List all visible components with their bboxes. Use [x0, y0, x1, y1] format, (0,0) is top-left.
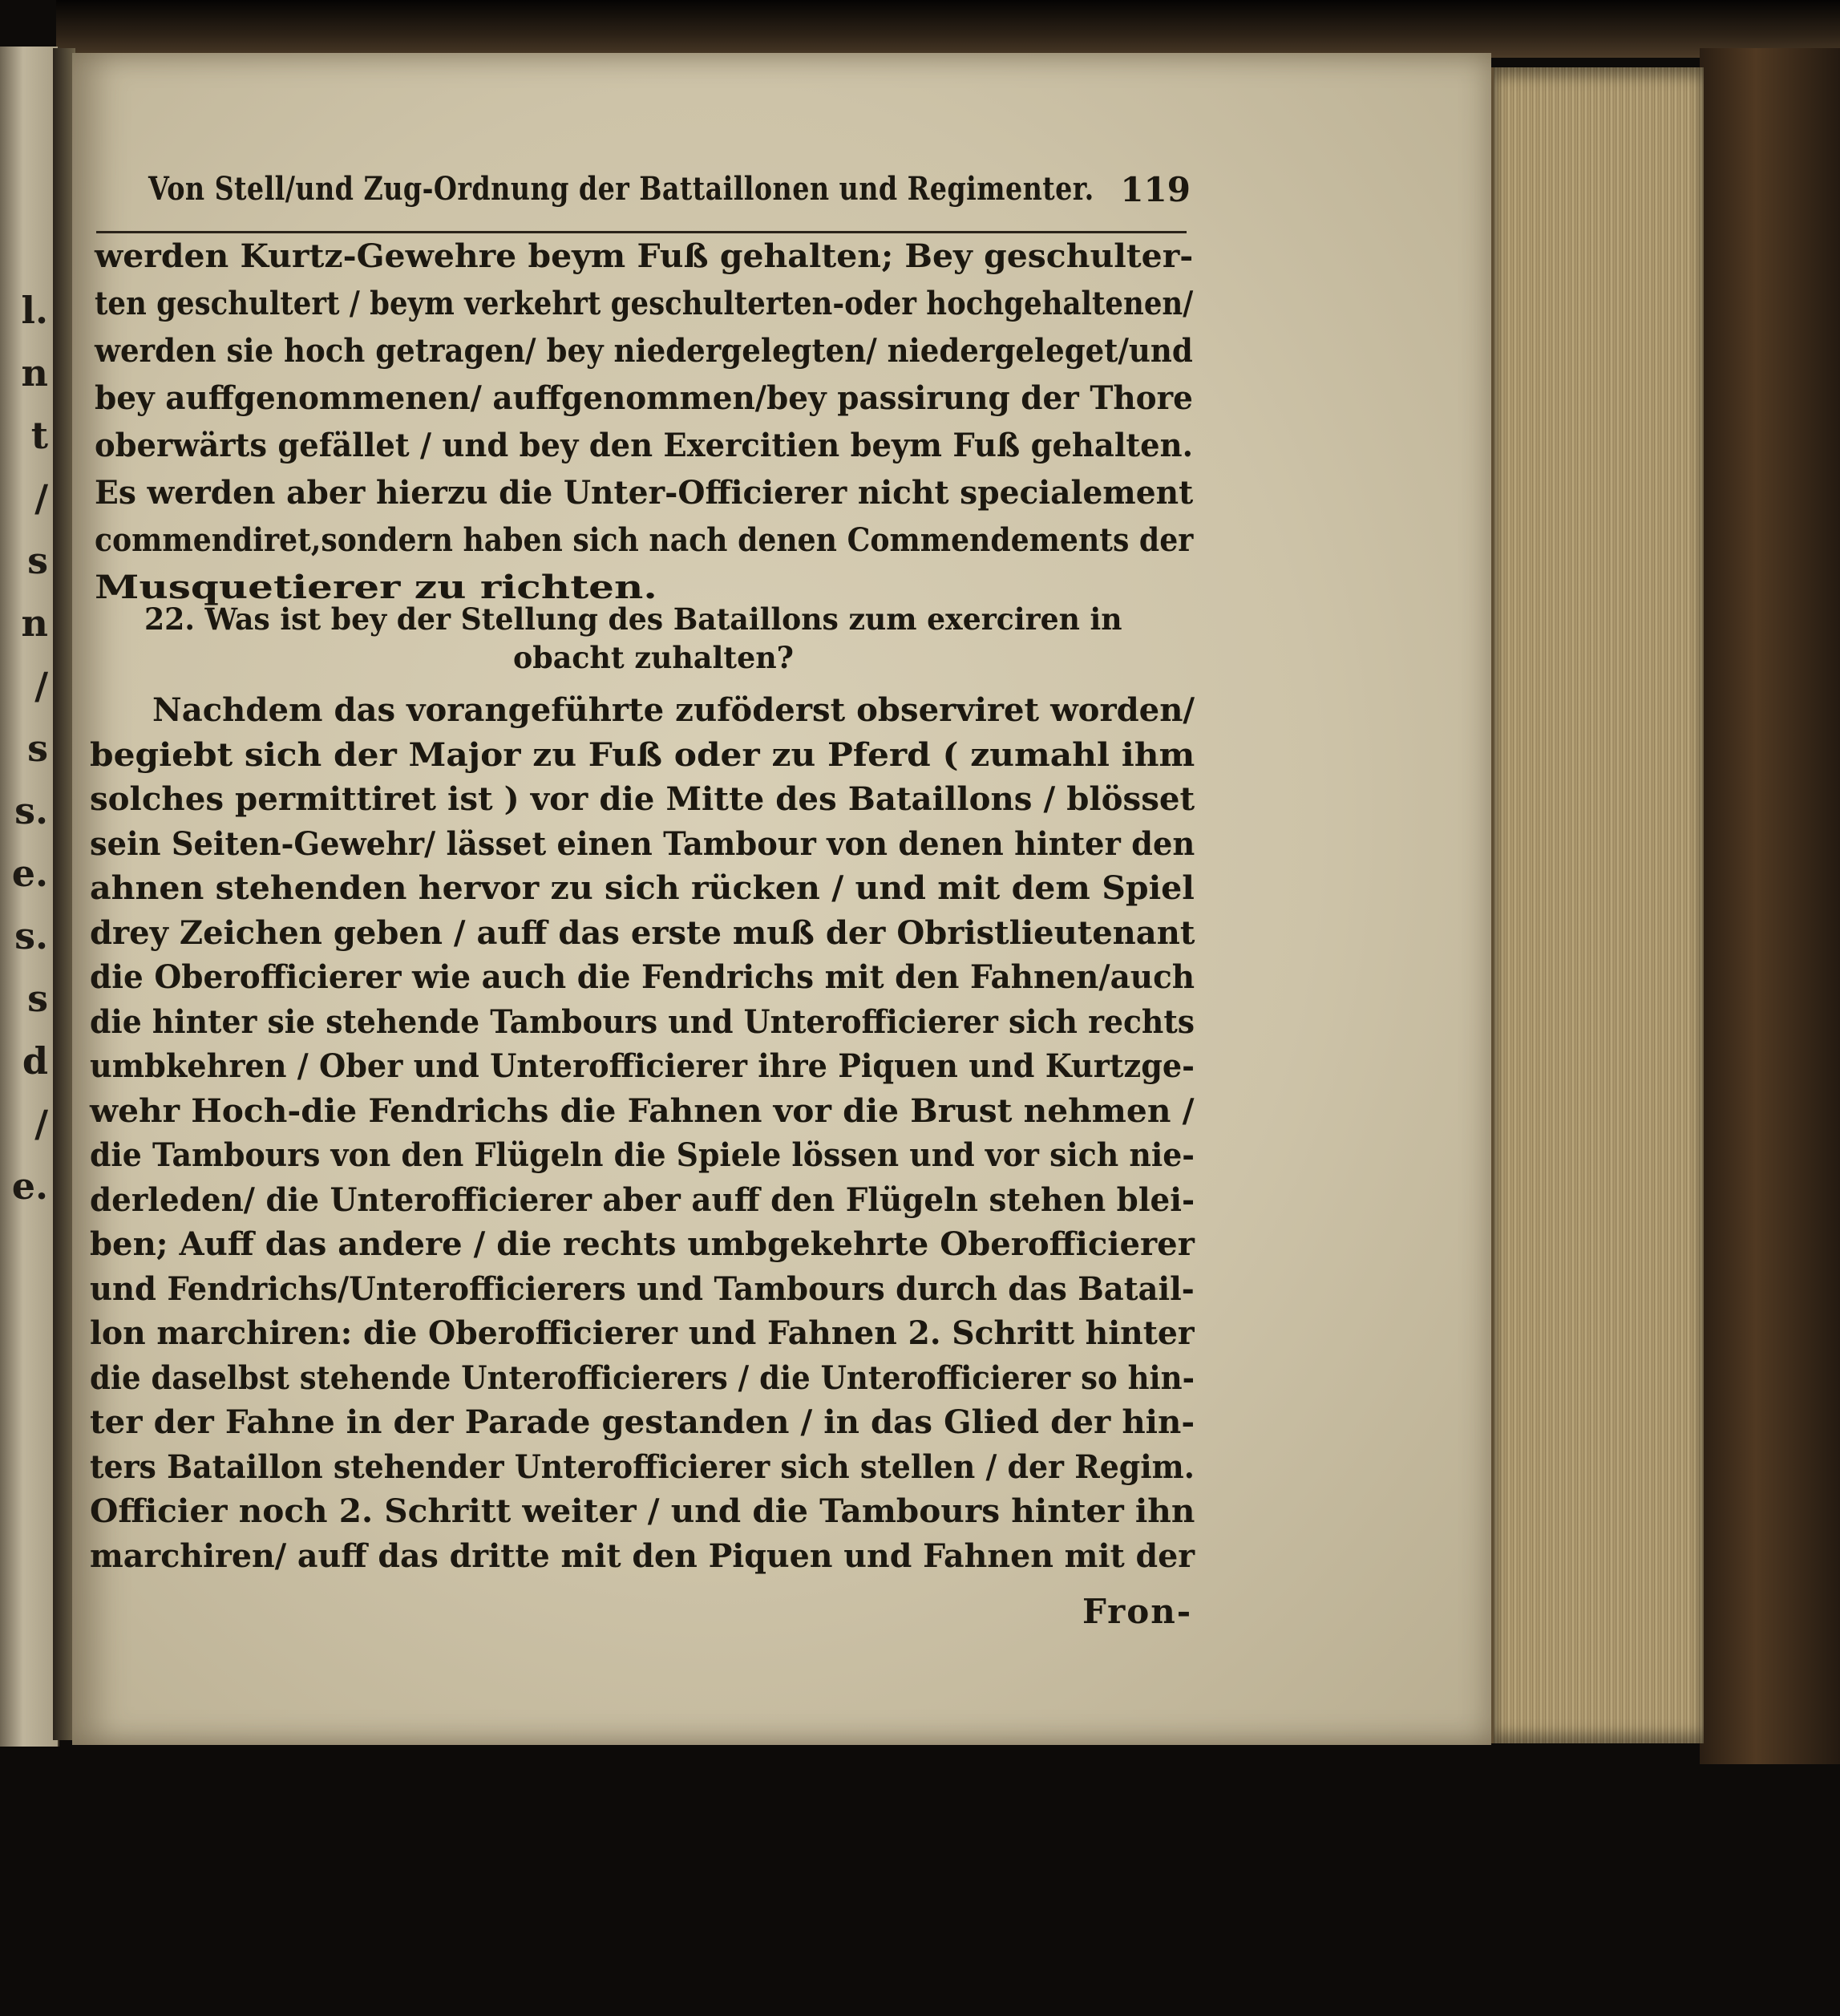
text-line: oberwärts gefället / und bey den Exercitien beym Fuß gehalten.	[95, 427, 1193, 464]
facing-page-glyph: n	[21, 351, 48, 395]
facing-page-glyph: s	[27, 539, 48, 582]
facing-page-glyph: /	[34, 1102, 48, 1145]
text-line: werden Kurtz-Gewehre beym Fuß gehalten; Bey geschulter-	[95, 237, 1194, 275]
text-line: 22. Was ist bey der Stellung des Bataillons zum exerciren in	[144, 601, 1122, 637]
text-line: sein Seiten-Gewehr/ lässet einen Tambour von denen hinter den	[90, 824, 1195, 863]
text-line: bey auffgenommenen/ auffgenommen/bey passirung der Thore	[95, 379, 1193, 417]
catchword: Fron-	[1082, 1592, 1193, 1631]
text-line: obacht zuhalten?	[513, 640, 794, 675]
facing-page-glyph: t	[30, 414, 48, 457]
header-rule	[96, 231, 1187, 233]
text-line: die Oberofficierer wie auch die Fendrichs mit den Fahnen/auch	[90, 958, 1195, 996]
book-cover-right	[1700, 48, 1840, 1764]
facing-page-glyph: l.	[21, 289, 48, 332]
running-head	[148, 170, 1191, 221]
text-line: begiebt sich der Major zu Fuß oder zu Pferd ( zumahl ihm	[90, 735, 1195, 774]
facing-page-glyphs	[0, 279, 48, 1217]
facing-page-glyph: /	[34, 664, 48, 707]
text-line: ben; Auff das andere / die rechts umbgekehrte Oberofficierer	[90, 1225, 1195, 1263]
text-line: Es werden aber hierzu die Unter-Officierer nicht specialement	[95, 474, 1194, 512]
text-line: Musquetierer zu richten.	[95, 569, 657, 606]
running-head-title: Von Stell/und Zug-Ordnung der Battaillonen und Regimenter.	[148, 170, 1094, 208]
text-line: wehr Hoch-die Fendrichs die Fahnen vor die Brust nehmen /	[90, 1091, 1195, 1130]
facing-page-glyph: s.	[14, 914, 48, 957]
facing-page-glyph: /	[34, 476, 48, 520]
text-line: ten geschultert / beym verkehrt geschulterten-oder hochgehaltenen/	[95, 285, 1194, 322]
page-number: 119	[1120, 170, 1191, 209]
facing-page-glyph: e.	[11, 852, 48, 895]
facing-page-glyph: d	[22, 1039, 48, 1083]
text-line: derleden/ die Unterofficierer aber auff den Flügeln stehen blei-	[90, 1180, 1195, 1219]
text-line: und Fendrichs/Unterofficierers und Tambours durch das Batail-	[90, 1269, 1195, 1308]
facing-page-glyph: n	[21, 601, 48, 645]
text-line: die Tambours von den Flügeln die Spiele lössen und vor sich nie-	[90, 1136, 1195, 1174]
text-line: Nachdem das vorangeführte zuföderst observiret worden/	[152, 691, 1195, 729]
facing-page-glyph: e.	[11, 1164, 48, 1208]
text-line: solches permittiret ist ) vor die Mitte des Bataillons / blösset	[90, 780, 1195, 818]
facing-page-edge	[0, 47, 59, 1747]
text-line: umbkehren / Ober und Unterofficierer ihre Piquen und Kurtzge-	[90, 1047, 1195, 1085]
text-line: drey Zeichen geben / auff das erste muß der Obristlieutenant	[90, 913, 1195, 952]
text-line: ter der Fahne in der Parade gestanden / in das Glied der hin-	[90, 1403, 1195, 1441]
facing-page-glyph: s	[27, 727, 48, 770]
text-line: werden sie hoch getragen/ bey niedergelegten/ niedergeleget/und	[95, 332, 1193, 370]
text-line: die daselbst stehende Unterofficierers / die Unterofficierer so hin-	[90, 1358, 1195, 1397]
facing-page-glyph: s.	[14, 789, 48, 832]
text-line: marchiren/ auff das dritte mit den Piquen und Fahnen mit der	[90, 1536, 1195, 1575]
text-line: ahnen stehenden hervor zu sich rücken / und mit dem Spiel	[90, 869, 1195, 907]
text-line: Officier noch 2. Schritt weiter / und die Tambours hinter ihn	[90, 1492, 1195, 1530]
facing-page-glyph: s	[27, 977, 48, 1020]
page-edges	[1491, 67, 1704, 1743]
text-line: ters Bataillon stehender Unterofficierer sich stellen / der Regim.	[90, 1447, 1195, 1486]
book-cover-top	[56, 0, 1840, 58]
text-line: lon marchiren: die Oberofficierer und Fahnen 2. Schritt hinter	[90, 1314, 1195, 1352]
text-line: die hinter sie stehende Tambours und Unterofficierer sich rechts	[90, 1002, 1195, 1041]
text-line: commendiret,sondern haben sich nach denen Commendements der	[95, 521, 1194, 559]
